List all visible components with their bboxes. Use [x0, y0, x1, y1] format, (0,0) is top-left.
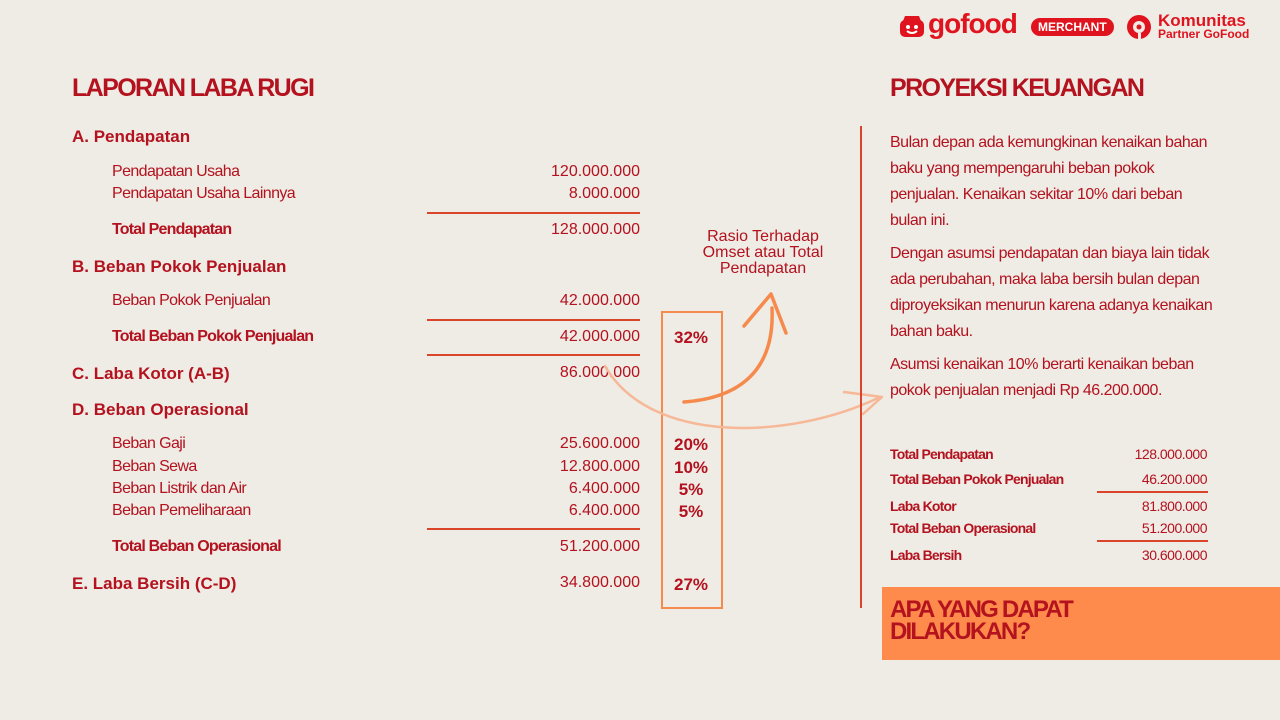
divider	[1097, 491, 1208, 493]
pendapatan-lain-value: 8.000.000	[568, 185, 640, 202]
beban-pemeliharaan-value: 6.400.000	[568, 502, 640, 519]
pendapatan-usaha-label: Pendapatan Usaha	[112, 163, 240, 180]
section-laba-kotor: C. Laba Kotor (A-B)	[72, 364, 230, 383]
beban-pokok-label: Beban Pokok Penjualan	[112, 292, 271, 309]
partner-gofood-label: Partner GoFood	[1158, 27, 1250, 41]
proj-total-beban-operasional-value: 51.200.000	[1141, 520, 1207, 536]
proj-laba-kotor-value: 81.800.000	[1141, 498, 1207, 514]
proj-total-pendapatan-label: Total Pendapatan	[890, 446, 993, 462]
proj-total-beban-operasional-label: Total Beban Operasional	[890, 520, 1036, 536]
pct-beban-listrik: 5%	[678, 480, 704, 499]
pct-beban-sewa: 10%	[673, 458, 709, 477]
rasio-note: Rasio Terhadap Omset atau Total Pendapatan	[702, 228, 824, 277]
paragraph-3: Asumsi kenaikan 10% berarti kenaikan beban pokok penjualan menjadi Rp 46.200.000.	[890, 356, 1194, 399]
total-beban-operasional-value: 51.200.000	[559, 538, 640, 555]
komunitas-label: Komunitas	[1158, 11, 1246, 30]
total-pendapatan-label: Total Pendapatan	[112, 221, 232, 238]
pct-total-beban-pokok: 32%	[673, 328, 709, 347]
beban-gaji-label: Beban Gaji	[112, 435, 186, 452]
pendapatan-lain-label: Pendapatan Usaha Lainnya	[112, 185, 296, 202]
total-beban-pokok-label: Total Beban Pokok Penjualan	[112, 328, 314, 345]
section-beban-operasional: D. Beban Operasional	[72, 400, 249, 419]
laporan-title: LAPORAN LABA RUGI	[72, 74, 314, 102]
section-beban-pokok: B. Beban Pokok Penjualan	[72, 257, 287, 276]
total-pendapatan-value: 128.000.000	[551, 221, 640, 238]
beban-sewa-value: 12.800.000	[559, 458, 640, 475]
section-pendapatan: A. Pendapatan	[72, 127, 191, 146]
merchant-badge: MERCHANT	[1031, 18, 1114, 36]
proyeksi-title: PROYEKSI KEUANGAN	[890, 74, 1144, 102]
beban-sewa-label: Beban Sewa	[112, 458, 197, 475]
beban-listrik-value: 6.400.000	[568, 480, 640, 497]
laba-kotor-value: 86.000.000	[559, 364, 640, 381]
beban-listrik-label: Beban Listrik dan Air	[112, 480, 247, 497]
cta-text: APA YANG DAPAT DILAKUKAN?	[890, 596, 1072, 645]
proj-laba-kotor-label: Laba Kotor	[890, 498, 956, 514]
column-divider	[860, 126, 862, 608]
section-laba-bersih: E. Laba Bersih (C-D)	[72, 574, 237, 593]
paragraph-2: Dengan asumsi pendapatan dan biaya lain tidak ada perubahan, maka laba bersih bulan depan diproyeksikan menurun karena adanya kenaikan bahan baku.	[890, 245, 1213, 340]
total-beban-pokok-value: 42.000.000	[559, 328, 640, 345]
proj-total-beban-pokok-value: 46.200.000	[1141, 471, 1207, 487]
proj-total-pendapatan-value: 128.000.000	[1134, 446, 1207, 462]
proj-total-beban-pokok-label: Total Beban Pokok Penjualan	[890, 471, 1064, 487]
divider	[1097, 540, 1208, 542]
proj-laba-bersih-label: Laba Bersih	[890, 547, 962, 563]
beban-pokok-value: 42.000.000	[559, 292, 640, 309]
laba-bersih-value: 34.800.000	[559, 574, 640, 591]
pct-laba-bersih: 27%	[673, 575, 709, 594]
paragraph-1: Bulan depan ada kemungkinan kenaikan bahan baku yang mempengaruhi beban pokok penjualan. Kenaikan sekitar 10% dari beban bulan ini.	[890, 134, 1208, 229]
cta-box	[882, 587, 1280, 660]
total-beban-operasional-label: Total Beban Operasional	[112, 538, 281, 555]
beban-gaji-value: 25.600.000	[559, 435, 640, 452]
beban-pemeliharaan-label: Beban Pemeliharaan	[112, 502, 251, 519]
proj-laba-bersih-value: 30.600.000	[1141, 547, 1207, 563]
gofood-wordmark: gofood	[928, 8, 1017, 39]
pct-beban-gaji: 20%	[673, 435, 709, 454]
pendapatan-usaha-value: 120.000.000	[551, 163, 640, 180]
pct-beban-pemeliharaan: 5%	[678, 502, 704, 521]
